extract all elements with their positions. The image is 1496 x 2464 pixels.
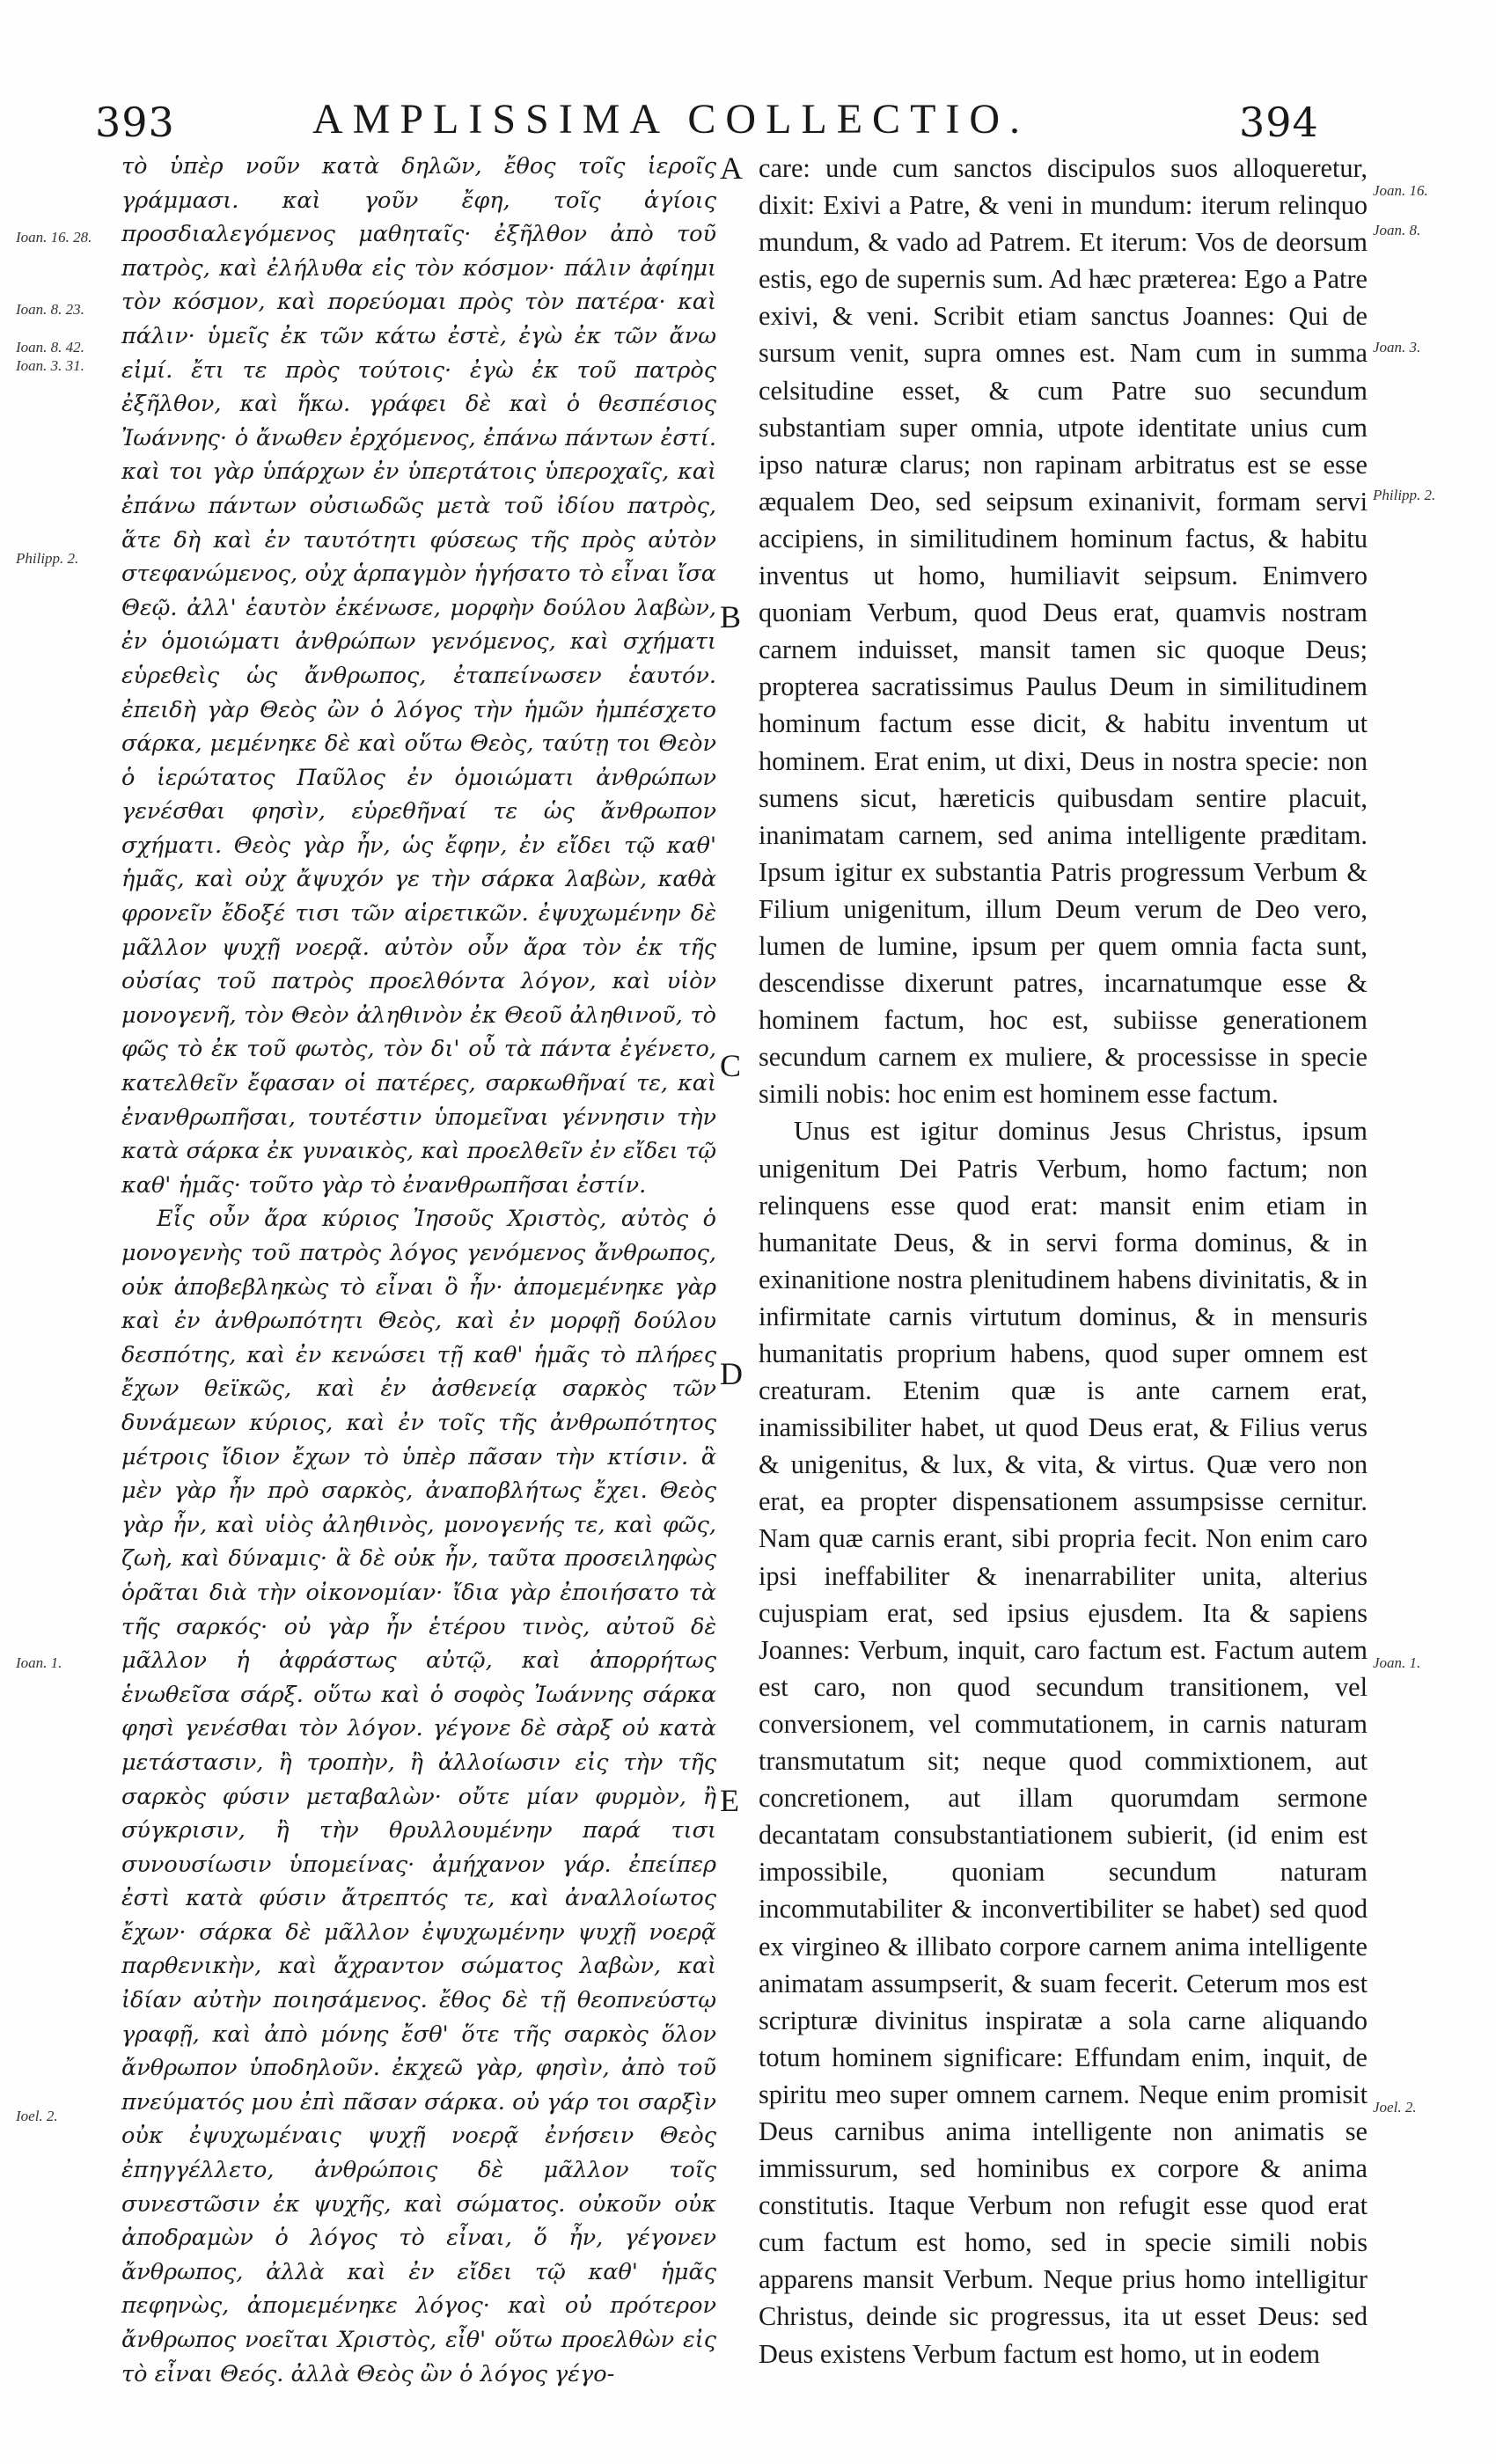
greek-paragraph-1: τὸ ὑπὲρ νοῦν κατὰ δηλῶν, ἔθος τοῖς ἱεροῖς γράμμασι. καὶ γοῦν ἔφη, τοῖς ἁγίοις προσδιαλεγόμενος μαθηταῖς· ἐξῆλθον ἀπὸ τοῦ πατρὸς, καὶ ἐλήλυθα εἰς τὸν κόσμον· πάλιν ἀφίημι τὸν κόσμον, καὶ πορεύομαι πρὸς τὸν πατέρα· καὶ πάλιν· ὑμεῖς ἐκ τῶν κάτω ἐστὲ, ἐγὼ ἐκ τῶν ἄνω εἰμί. ἔτι τε πρὸς τούτοις· ἐγὼ ἐκ τοῦ πατρὸς ἐξῆλθον, καὶ ἥκω. γράφει δὲ καὶ ὁ θεσπέσιος Ἰωάννης· ὁ ἄνωθεν ἐρχόμενος, ἐπάνω πάντων ἐστί. καὶ τοι γὰρ ὑπάρχων ἐν ὑπερτάτοις ὑπεροχαῖς, καὶ ἐπάνω πάντων οὐσιωδῶς μετὰ τοῦ ἰδίου πατρὸς, ἅτε δὴ καὶ ἐν ταυτότητι φύσεως τῆς πρὸς αὐτὸν στεφανώμενος, οὐχ ἁρπαγμὸν ἡγήσατο τὸ εἶναι ἴσα Θεῷ. ἀλλ' ἑαυτὸν ἐκένωσε, μορφὴν δούλου λαβὼν, ἐν ὁμοιώματι ἀνθρώπων γενόμενος, καὶ σχήματι εὑρεθεὶς ὡς ἄνθρωπος, ἐταπείνωσεν ἑαυτόν. ἐπειδὴ γὰρ Θεὸς ὢν ὁ λόγος τὴν ἡμῶν ἠμπέσχετο σάρκα, μεμένηκε δὲ καὶ οὕτω Θεὸς, ταύτῃ τοι Θεὸν ὁ ἱερώτατος Παῦλος ἐν ὁμοιώματι ἀνθρώπων γενέσθαι φησὶν, εὑρεθῆναί τε ὡς ἄνθρωπον σχήματι. Θεὸς γὰρ ἦν, ὡς ἔφην, ἐν εἴδει τῷ καθ' ἡμᾶς, καὶ οὐχ ἄψυχόν γε τὴν σάρκα λαβὼν, καθὰ φρονεῖν ἔδοξέ τισι τῶν αἱρετικῶν. ἐψυχωμένην δὲ μᾶλλον ψυχῇ νοερᾷ. αὐτὸν οὖν ἄρα τὸν ἐκ τῆς οὐσίας τοῦ πατρὸς προελθόντα λόγον, καὶ υἱὸν μονογενῆ, τὸν Θεὸν ἀληθινὸν ἐκ Θεοῦ ἀληθινοῦ, τὸ φῶς τὸ ἐκ τοῦ φωτὸς, τὸν δι' οὗ τὰ πάντα ἐγένετο, κατελθεῖν ἔφασαν οἱ πατέρες, σαρκωθῆναί τε, καὶ ἐνανθρωπῆσαι, τουτέστιν ὑπομεῖναι γέννησιν τὴν κατὰ σάρκα ἐκ γυναικὸς, καὶ προελθεῖν ἐν εἴδει τῷ καθ' ἡμᾶς· τοῦτο γὰρ τὸ ἐνανθρωπῆσαι ἐστίν. [121, 153, 716, 1199]
section-letter-c: C [720, 1048, 742, 1083]
running-title: AMPLISSIMA COLLECTIO. [312, 96, 1030, 143]
latin-paragraph-1: care: unde cum sanctos discipulos suos alloqueretur, dixit: Exivi a Patre, & veni in mundum: iterum relinquo mundum, & vado ad Patrem. Et iterum: Vos de deorsum estis, ego de supernis sum. Ad hæc præterea: Ego a Patre exivi, & veni. Scribit etiam sanctus Joannes: Qui de sursum venit, supra omnes est. Nam cum in summa celsitudine esset, & cum Patre suo secundum substantiam super omnia, utpote identitate unius cum ipso naturæ clarus; non rapinam arbitratus est se esse æqualem Deo, sed seipsum exinanivit, formam servi accipiens, in similitudinem hominum factus, & habitu inventus ut homo, humiliavit seipsum. Enimvero quoniam Verbum, quod Deus erat, quamvis nostram carnem induisset, mansit tamen sic quoque Deus; propterea sacratissimus Paulus Deum in similitudinem hominum factum esse dicit, & habitu inventum ut hominem. Erat enim, ut dixi, Deus in nostra specie: non sumens sicut, hæreticis quibusdam sentire placuit, inanimatam carnem, sed anima intelligente præditam. Ipsum igitur ex substantia Patris progressum Verbum & Filium unigenitum, illum Deum verum de Deo vero, lumen de lumine, ipsum per quem omnia facta sunt, descendisse dixerunt patres, incarnatumque esse & hominem factum, hoc est, subiisse generationem secundum carnem ex muliere, & processisse in specie simili nobis: hoc enim est hominem esse factum. [759, 153, 1368, 1110]
greek-paragraph-2: Εἷς οὖν ἄρα κύριος Ἰησοῦς Χριστὸς, αὐτὸς ὁ μονογενὴς τοῦ πατρὸς λόγος γενόμενος ἄνθρωπος, οὐκ ἀποβεβληκὼς τὸ εἶναι ὃ ἦν· ἀπομεμένηκε γὰρ καὶ ἐν ἀνθρωπότητι Θεὸς, καὶ ἐν μορφῇ δούλου δεσπότης, καὶ ἐν κενώσει τῇ καθ' ἡμᾶς τὸ πλήρες ἔχων θεϊκῶς, καὶ ἐν ἀσθενείᾳ σαρκὸς τῶν δυνάμεων κύριος, καὶ ἐν τοῖς τῆς ἀνθρωπότητος μέτροις ἴδιον ἔχων τὸ ὑπὲρ πᾶσαν τὴν κτίσιν. ἃ μὲν γὰρ ἦν πρὸ σαρκὸς, ἀναποβλήτως ἔχει. Θεὸς γὰρ ἦν, καὶ υἱὸς ἀληθινὸς, μονογενής τε, καὶ φῶς, ζωὴ, καὶ δύναμις· ἃ δὲ οὐκ ἦν, ταῦτα προσειληφὼς ὁρᾶται διὰ τὴν οἰκονομίαν· ἴδια γὰρ ἐποιήσατο τὰ τῆς σαρκός· οὐ γὰρ ἦν ἑτέρου τινὸς, αὐτοῦ δὲ μᾶλλον ἡ ἀφράστως αὐτῷ, καὶ ἀπορρήτως ἑνωθεῖσα σάρξ. οὕτω καὶ ὁ σοφὸς Ἰωάννης σάρκα φησὶ γενέσθαι τὸν λόγον. γέγονε δὲ σὰρξ οὐ κατὰ μετάστασιν, ἢ τροπὴν, ἢ ἀλλοίωσιν εἰς τὴν τῆς σαρκὸς φύσιν μεταβαλὼν· οὔτε μίαν φυρμὸν, ἢ σύγκρισιν, ἢ τὴν θρυλλουμένην παρά τισι συνουσίωσιν ὑπομείνας· ἀμήχανον γάρ. ἐπείπερ ἐστὶ κατὰ φύσιν ἄτρεπτός τε, καὶ ἀναλλοίωτος ἔχων· σάρκα δὲ μᾶλλον ἐψυχωμένην ψυχῇ νοερᾷ παρθενικὴν, καὶ ἄχραντον σώματος λαβὼν, καὶ ἰδίαν αὐτὴν ποιησάμενος. ἔθος δὲ τῇ θεοπνεύστῳ γραφῇ, καὶ ἀπὸ μόνης ἔσθ' ὅτε τῆς σαρκὸς ὅλον ἄνθρωπον ὑποδηλοῦν. ἐκχεῶ γὰρ, φησὶν, ἀπὸ τοῦ πνεύματός μου ἐπὶ πᾶσαν σάρκα. οὐ γάρ τοι σαρξὶν οὐκ ἐψυχωμέναις ψυχῇ νοερᾷ ἐνήσειν Θεὸς ἐπηγγέλλετο, ἀνθρώποις δὲ μᾶλλον τοῖς συνεστῶσιν ἐκ ψυχῆς, καὶ σώματος. οὐκοῦν οὐκ ἀποδραμὼν ὁ λόγος τὸ εἶναι, ὅ ἦν, γέγονεν ἄνθρωπος, ἀλλὰ καὶ ἐν εἴδει τῷ καθ' ἡμᾶς πεφηνὼς, ἀπομεμένηκε λόγος· καὶ οὐ πρότερον ἄνθρωπος νοεῖται Χριστὸς, εἶθ' οὕτω προελθὼν εἰς τὸ εἶναι Θεός. ἀλλὰ Θεὸς ὢν ὁ λόγος γέγο- [121, 1206, 716, 2387]
latin-paragraph-2: Unus est igitur dominus Jesus Christus, ipsum unigenitum Dei Patris Verbum, homo factum; non relinquens esse quod erat: mansit enim etiam in humanitate Deus, & in servi forma dominus, & in exinanitione nostra plenitudinem habens divinitatis, & in infirmitate carnis virtutum dominus, & in mensuris humanitatis proprium habens, quod super omnem est creaturam. Etenim quæ is ante carnem erat, inamissibiliter habet, ut quod Deus erat, & Filius verus & unigenitus, & lux, & vita, & virtus. Quæ vero non erat, ea propter dispensationem assumpsisse cernitur. Nam quæ carnis erant, sibi propria fecit. Non enim caro ipsi ineffabiliter & inenarrabiliter unita, alterius cujuspiam erat, sed ipsius ejusdem. Ita & sapiens Joannes: Verbum, inquit, caro factum est. Factum autem est caro, non quod secundum transitionem, vel conversionem, vel commutationem, in carnis naturam transmutatum sit; neque quod commixtionem, aut concretionem, aut illam quorumdam sermone decantatam consubstantiationem subierit, (id enim est impossibile, quoniam secundum naturam incommutabiliter & inconvertibiliter se habet) sed quod ex virgineo & illibato corpore carnem anima intelligente animatam assumpserit, & suam fecerit. Ceterum mos est scripturæ divinitus inspiratæ a sola carne aliquando totum hominem significare: Effundam enim, inquit, de spiritu meo super omnem carnem. Neque enim promisit Deus carnibus anima intelligente non animatis se immissurum, sed hominibus ex corpore & anima constitutis. Itaque Verbum non refugit esse quod erat cum factum est homo, sed in specie simili nobis apparens mansit Verbum. Neque prius homo intelligitur Christus, deinde sic progressus, ita ut esset Deus: sed Deus existens Verbum factum est homo, ut in eodem [759, 1116, 1368, 2369]
margin-ref: Ioel. 2. [16, 2108, 58, 2124]
section-letter-b: B [720, 599, 742, 634]
margin-ref: Ioan. 1. [16, 1654, 62, 1671]
margin-ref: Ioan. 16. 28. [16, 229, 92, 246]
greek-column [121, 150, 716, 2391]
margin-ref: Ioan. 8. 23. [16, 301, 84, 318]
margin-ref: Philipp. 2. [16, 550, 79, 567]
section-letter-e: E [720, 1783, 739, 1818]
margin-ref: Philipp. 2. [1373, 487, 1436, 503]
page-number-left: 393 [95, 99, 175, 146]
margin-ref: Joel. 2. [1373, 2099, 1417, 2116]
section-letter-d: D [720, 1356, 743, 1391]
margin-ref: Joan. 1. [1373, 1654, 1421, 1671]
margin-ref: Ioan. 3. 31. [16, 357, 84, 374]
section-letter-a: A [720, 150, 743, 186]
page-number-right: 394 [1239, 99, 1319, 146]
margin-ref: Joan. 8. [1373, 222, 1421, 238]
margin-ref: Joan. 3. [1373, 339, 1421, 356]
margin-ref: Joan. 16. [1373, 182, 1428, 199]
latin-column [759, 150, 1368, 2372]
margin-ref: Ioan. 8. 42. [16, 339, 84, 356]
